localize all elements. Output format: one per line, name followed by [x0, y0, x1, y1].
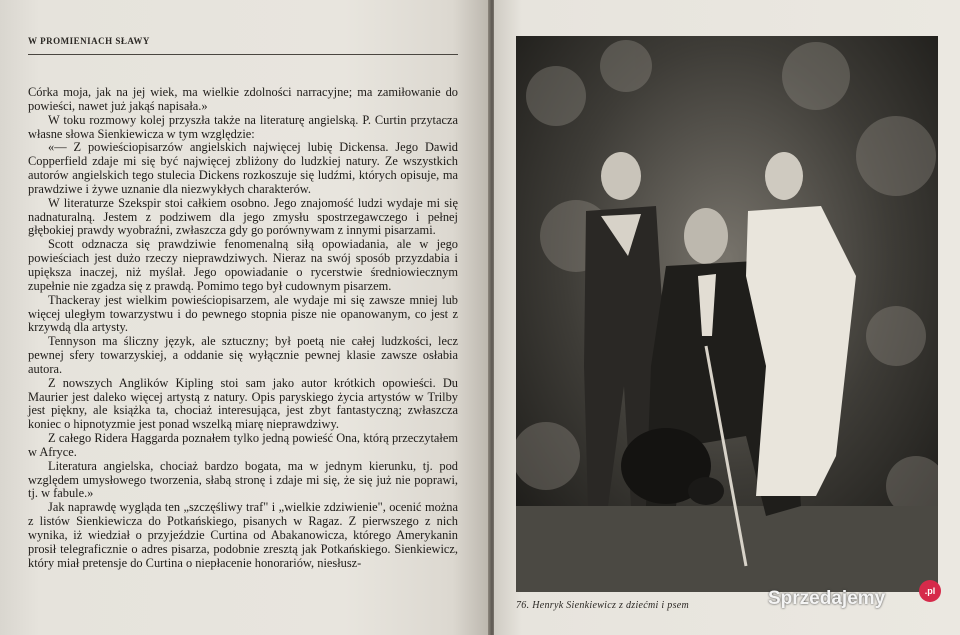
watermark-logo: Sprzedajemy [768, 588, 886, 609]
paragraph: W toku rozmowy kolej przyszła także na literaturę angielską. P. Curtin przytacza własne słowa Sienkiewicza w tym względzie: [28, 112, 458, 141]
paragraph: Literatura angielska, chociaż bardzo bogata, ma w jednym kierunku, tj. pod względem umysłowego tworzenia, słabą stronę i zdaje mi się, że się już nie poprawi, tj. w fabule.» [28, 458, 458, 501]
header-rule [28, 54, 458, 55]
paragraph: «— Z powieściopisarzów angielskich najwięcej lubię Dickensa. Jego Dawid Copperfield zdaje mi się być najwięcej zbliżony do ludzkiej natury. Ze wszystkich autorów angielskich tego stulecia Dickens rozkoszuje się ludźmi, których opisuje, ma prawdziwe i żywe uznanie dla niezwykłych charakterów. [28, 140, 458, 196]
body-text [28, 86, 458, 571]
paragraph: Z nowszych Anglików Kipling stoi sam jako autor krótkich opowieści. Du Maurier jest daleko więcej artystą z natury. Opis paryskiego życia artystów w Trilby jest piękny, ale książka ta, chociaż interesująca, jest zbyt fantastyczną; zwłaszcza koniec o hipnotyzmie jest ponad wszelką miarę nieprawdziwy. [28, 375, 458, 432]
running-head: W PROMIENIACH SŁAWY [28, 36, 150, 46]
photo-caption: 76. Henryk Sienkiewicz z dziećmi i psem [516, 600, 690, 611]
paragraph: Tennyson ma śliczny język, ale sztuczny; był poetą nie całej ludzkości, lecz pewnej sfery towarzyskiej, a oddanie się wyłącznie pewnej klasie zawsze osłabia autora. [28, 334, 458, 376]
family-photograph [516, 36, 938, 592]
watermark-badge: .pl [919, 580, 941, 602]
paragraph: W literaturze Szekspir stoi całkiem osobno. Jego znajomość ludzi wydaje mi się nadnaturalną. Jestem z podziwem dla jego zmysłu spostrzegawczego i pełnej głębokiej prawdy wyobraźni, zwłaszcza gdy go porównywam z innymi pisarzami. [28, 195, 458, 238]
paragraph: Córka moja, jak na jej wiek, ma wielkie zdolności narracyjne; ma zamiłowanie do powieści, nawet już jakąś napisała.» [28, 85, 458, 113]
paragraph: Z całego Ridera Haggarda poznałem tylko jedną powieść Ona, którą przeczytałem w Afryce. [28, 431, 458, 459]
paragraph: Jak naprawdę wygląda ten „szczęśliwy traf" i „wielkie zdziwienie", ocenić można z listów Sienkiewicza do Potkańskiego, pisanych w Ragaz. Z pierwszego z nich wynika, iż wiedział o przyjeździe Curtina od Abakanowicza, którego Amerykanin prosił telegraficznie o adres pisarza, podobnie zresztą jak Potkańskiego. Sienkiewicz, który miał pretensje do Curtina o niepłacenie honorariów, niesłusz- [28, 500, 458, 570]
paragraph: Thackeray jest wielkim powieściopisarzem, ale wydaje mi się zawsze mniej lub więcej uległym towarzystwu i do pewnego stopnia pisze nie opanowanym, co jest z krzywdą dla artysty. [28, 292, 458, 335]
photograph-illustration [516, 36, 938, 592]
paragraph: Scott odznacza się prawdziwie fenomenalną siłą opowiadania, ale w jego powieściach jest dużo rzeczy nieprawdziwych. Nieraz na swój sposób przyzdabia i upiększa inaczej, niż myślał. Jego opowiadanie o rycerstwie średniowiecznym zupełnie nie zgadza się z prawdą. Pomimo tego był cudownym pisarzem. [28, 237, 458, 293]
